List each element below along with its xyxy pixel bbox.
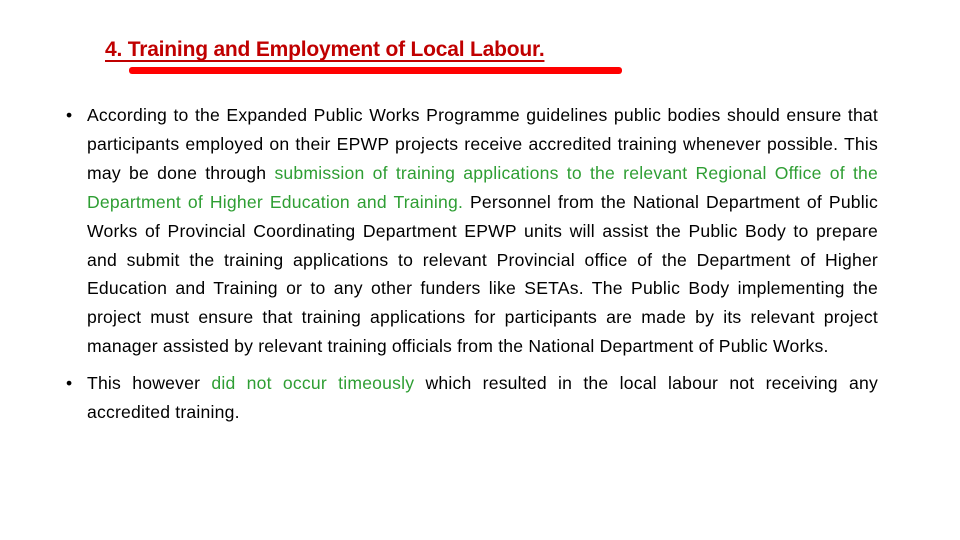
title-underline-bar — [129, 67, 622, 74]
highlighted-text-segment: submission of training applications to the relevant Regional Office of the Department of Higher Education and Training. — [87, 162, 878, 212]
bullet-item — [66, 101, 878, 361]
highlighted-text-segment: did not occur timeously — [211, 373, 415, 394]
bullet-item — [66, 369, 878, 427]
bullet-dot-icon: • — [66, 373, 73, 394]
bullet-text-segment: This however — [87, 373, 212, 394]
bullet-text-segment: Personnel from the National Department of Public Works of Provincial Coordinating Department EPWP units will assist the Public Body to prepare and submit the training applications to relevant Provincial office of the Department of Higher Education and Training or to any other funders like SETAs. The Public Body implementing the project must ensure that training applications for participants are made by its relevant project manager assisted by relevant training officials from the National Department of Public Works. — [87, 191, 879, 357]
bullet-text-segment: which resulted in the local labour not receiving any accredited training. — [87, 373, 878, 423]
bullet-list — [66, 101, 878, 427]
bullet-text-segment: According to the Expanded Public Works Programme guidelines public bodies should ensure that participants employed on their EPWP projects receive accredited training whenever possible. This may be done through — [87, 105, 878, 183]
slide-title: 4. Training and Employment of Local Labour. — [105, 38, 545, 61]
bullet-dot-icon: • — [66, 105, 73, 125]
